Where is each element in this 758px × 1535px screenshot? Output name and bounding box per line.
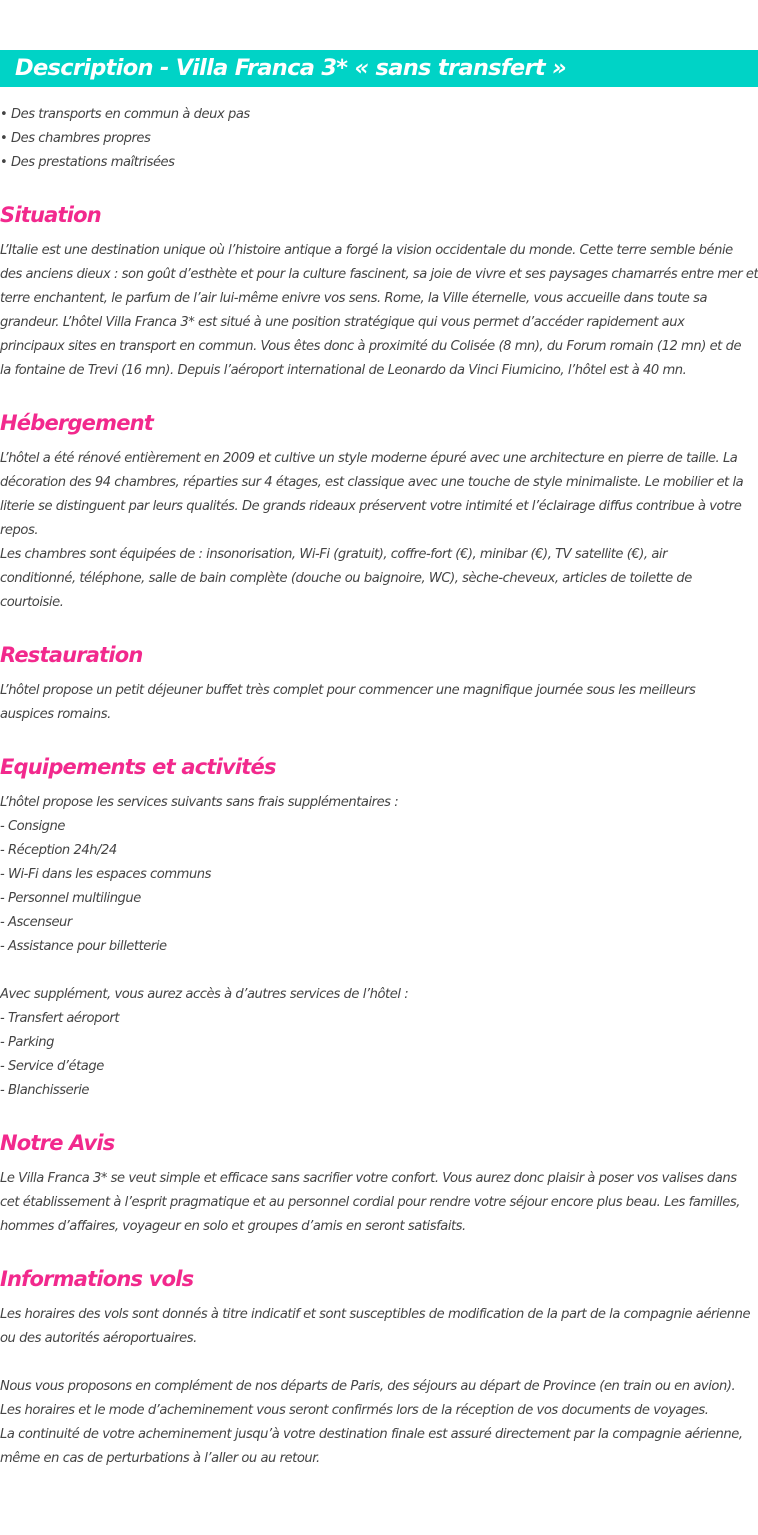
paragraph-line: - Parking [0,1035,54,1050]
section-heading: Notre Avis [0,1131,115,1155]
highlight-item: • Des chambres propres [0,131,151,146]
paragraph-line: ou des autorités aéroportuaires. [0,1331,197,1346]
paragraph-spacer [0,1351,758,1375]
paragraph-line: repos. [0,523,39,538]
paragraph-line: - Personnel multilingue [0,891,141,906]
paragraph-spacer [0,959,758,983]
paragraph-line: hommes d’affaires, voyageur en solo et groupes d’amis en seront satisfaits. [0,1219,466,1234]
paragraph-line: - Transfert aéroport [0,1011,120,1026]
paragraph-line: L’Italie est une destination unique où l’histoire antique a forgé la vision occidentale du monde. Cette terre semble bénie [0,243,733,258]
section-heading: Hébergement [0,411,154,435]
section-heading: Situation [0,203,101,227]
paragraph-line: auspices romains. [0,707,111,722]
paragraph-line: cet établissement à l’esprit pragmatique et au personnel cordial pour rendre votre séjour encore plus beau. Les familles, [0,1195,740,1210]
paragraph-line: L’hôtel a été rénové entièrement en 2009 et cultive un style moderne épuré avec une architecture en pierre de taille. La [0,451,738,466]
paragraph-line: - Assistance pour billetterie [0,939,167,954]
highlights-list [0,103,758,175]
paragraph-line: Avec supplément, vous aurez accès à d’autres services de l’hôtel : [0,987,409,1002]
paragraph-line: décoration des 94 chambres, réparties sur 4 étages, est classique avec une touche de style minimaliste. Le mobilier et la [0,475,744,490]
paragraph-line: Les horaires et le mode d’acheminement vous seront confirmés lors de la réception de vos documents de voyages. [0,1403,709,1418]
paragraph-line: même en cas de perturbations à l’aller ou au retour. [0,1451,320,1466]
paragraph-line: principaux sites en transport en commun. Vous êtes donc à proximité du Colisée (8 mn), du Forum romain (12 mn) et de [0,339,742,354]
paragraph-line: courtoisie. [0,595,64,610]
paragraph-line: La continuité de votre acheminement jusqu’à votre destination finale est assuré directement par la compagnie aérienne, [0,1427,743,1442]
section-heading: Equipements et activités [0,755,276,779]
paragraph-line: - Réception 24h/24 [0,843,117,858]
section-informations-vols [0,1239,758,1471]
paragraph-line: - Wi-Fi dans les espaces communs [0,867,212,882]
paragraph-line: la fontaine de Trevi (16 mn). Depuis l’aéroport international de Leonardo da Vinci Fiumicino, l’hôtel est à 40 mn. [0,363,687,378]
paragraph-line: grandeur. L’hôtel Villa Franca 3* est situé à une position stratégique qui vous permet d’accéder rapidement aux [0,315,685,330]
paragraph-line: - Service d’étage [0,1059,104,1074]
paragraph-line: literie se distinguent par leurs qualités. De grands rideaux préservent votre intimité et l’éclairage diffus contribue à votre [0,499,742,514]
description-content [0,103,758,1471]
sections-container [0,175,758,1471]
section-notre-avis [0,1103,758,1239]
highlight-item: • Des transports en commun à deux pas [0,107,250,122]
section-heading: Restauration [0,643,143,667]
paragraph-line: Le Villa Franca 3* se veut simple et efficace sans sacrifier votre confort. Vous aurez donc plaisir à poser vos valises dans [0,1171,737,1186]
description-banner [0,50,758,87]
section-restauration [0,615,758,727]
page-title: Description - Villa Franca 3* « sans transfert » [15,55,566,81]
paragraph-line: Les chambres sont équipées de : insonorisation, Wi-Fi (gratuit), coffre-fort (€), minibar (€), TV satellite (€), air [0,547,668,562]
section-hebergement [0,383,758,615]
paragraph-line: L’hôtel propose un petit déjeuner buffet très complet pour commencer une magnifique journée sous les meilleurs [0,683,696,698]
paragraph-line: - Ascenseur [0,915,72,930]
paragraph-line: - Consigne [0,819,65,834]
paragraph-line: des anciens dieux : son goût d’esthète et pour la culture fascinent, sa joie de vivre et ses paysages chamarrés entre mer et [0,267,758,282]
paragraph-line: conditionné, téléphone, salle de bain complète (douche ou baignoire, WC), sèche-cheveux, articles de toilette de [0,571,692,586]
section-equipements-et-activites [0,727,758,1103]
paragraph-line: Nous vous proposons en complément de nos départs de Paris, des séjours au départ de Province (en train ou en avion). [0,1379,736,1394]
section-heading: Informations vols [0,1267,194,1291]
paragraph-line: - Blanchisserie [0,1083,89,1098]
paragraph-line: L’hôtel propose les services suivants sans frais supplémentaires : [0,795,399,810]
paragraph-line: Les horaires des vols sont donnés à titre indicatif et sont susceptibles de modification de la part de la compagnie aérienne [0,1307,751,1322]
paragraph-line: terre enchantent, le parfum de l’air lui-même enivre vos sens. Rome, la Ville éternelle, vous accueille dans toute sa [0,291,708,306]
section-situation [0,175,758,383]
highlight-item: • Des prestations maîtrisées [0,155,175,170]
